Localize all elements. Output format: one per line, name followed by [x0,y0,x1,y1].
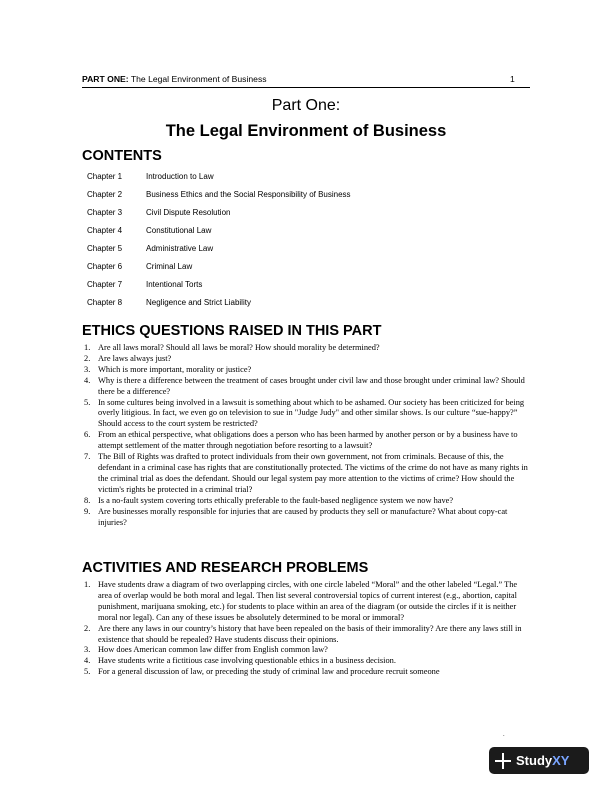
list-item [82,496,532,507]
part-title: Part One: [271,97,341,114]
plus-icon [495,753,511,769]
chapter-title: Negligence and Strict Liability [146,298,251,307]
item-text: Have students draw a diagram of two overlapping circles, with one circle labeled “Moral” and the other labeled “Legal.” The area of overlap would be both moral and legal. Then list several controversial topics of current interest (e.g., abortion, capital punishment, marijuana smoking, etc.) for students to place within an area of the diagram (or outside the circles if it is neither moral nor legal). Can any of these issues be absolutely determined to be moral or immoral? [98,580,518,622]
item-text: From an ethical perspective, what obligations does a person who has been harmed by another person or by a business have to attempt settlement of the matter through negotiation before resorting to a lawsuit? [98,430,518,451]
chapter-title: Civil Dispute Resolution [146,208,231,217]
item-number: 2. [84,353,91,363]
item-number: 7. [84,452,91,462]
item-text: Which is more important, morality or justice? [98,364,252,374]
chapter-number: Chapter 2 [87,190,123,199]
list-item [82,656,532,667]
item-number: 2. [84,623,91,633]
brand-name [516,753,569,768]
item-number: 3. [84,364,91,374]
contents-heading: CONTENTS [82,148,162,164]
list-item [82,354,532,365]
item-number: 4. [84,375,91,385]
item-number: 6. [84,430,91,440]
chapter-number: Chapter 3 [87,208,123,217]
list-item [82,398,532,431]
page-number: 1 [510,74,515,84]
list-item [82,645,532,656]
item-text: How does American common law differ from English common law? [98,645,328,655]
chapter-number: Chapter 6 [87,262,123,271]
ethics-questions-list [82,343,532,528]
chapter-title: Business Ethics and the Social Responsibility of Business [146,190,351,199]
item-number: 5. [84,667,91,677]
item-number: 1. [84,580,91,589]
list-item [82,667,532,678]
item-text: Have students write a fictitious case involving questionable ethics in a business decision. [98,656,396,666]
list-item [82,343,532,354]
list-item [82,376,532,398]
list-item [82,507,532,529]
chapter-number: Chapter 1 [87,172,123,181]
chapter-number: Chapter 7 [87,280,123,289]
footer-dot: . [503,732,505,738]
part-subtitle: The Legal Environment of Business [128,74,267,84]
studyxy-badge[interactable] [489,747,589,774]
item-text: For a general discussion of law, or preceding the study of criminal law and procedure recruit someone [98,667,440,677]
brand-suffix: XY [552,753,570,768]
item-number: 4. [84,656,91,666]
list-item [82,365,532,376]
item-text: Are laws always just? [98,353,172,363]
chapter-title: Introduction to Law [146,172,214,181]
ethics-heading: ETHICS QUESTIONS RAISED IN THIS PART [82,323,382,339]
item-text: The Bill of Rights was drafted to protect individuals from their own government, not from criminals. Because of this, the defendant in a criminal case has rights that are constitutionally protected. The victims of the crime do not have as many rights in the criminal trial as does the defendant. Should our legal system pay more attention to the victims of crime? How should the victim's rights be protected in a criminal trial? [98,452,528,494]
list-item [82,452,532,496]
chapter-title: Criminal Law [146,262,193,271]
activities-heading: ACTIVITIES AND RESEARCH PROBLEMS [82,560,369,576]
list-item [82,624,532,646]
item-text: Why is there a difference between the treatment of cases brought under civil law and those brought under criminal law? Should there be a difference? [98,375,525,396]
item-number: 8. [84,495,91,505]
running-header-title [82,74,267,84]
chapter-title: Administrative Law [146,244,214,253]
page-title: The Legal Environment of Business [165,122,447,140]
chapter-number: Chapter 5 [87,244,123,253]
chapter-title: Intentional Torts [146,280,203,289]
activities-list [82,580,532,678]
brand-prefix: Study [516,753,553,768]
chapter-title: Constitutional Law [146,226,212,235]
item-number: 3. [84,645,91,655]
chapter-number: Chapter 4 [87,226,123,235]
item-number: 1. [84,343,91,352]
item-text: Are all laws moral? Should all laws be moral? How should morality be determined? [98,343,380,352]
item-text: Are there any laws in our country’s history that have been repealed on the basis of their immorality? Are there any laws still in existence that should be repealed? Have students discuss their opinions. [98,623,522,644]
part-label: PART ONE: [82,74,129,84]
running-header [82,71,530,88]
item-text: Is a no-fault system covering torts ethically preferable to the fault-based negligence system we now have? [98,495,454,505]
item-text: In some cultures being involved in a lawsuit is something about which to be ashamed. Our society has been criticized for being overly litigious. In fact, we even go on television to sue in "Judge Judy" and other similar shows. Is our culture “sue-happy?” Should access to the court system be restricted? [98,397,525,429]
list-item [82,430,532,452]
chapter-number: Chapter 8 [87,298,123,307]
item-number: 9. [84,506,91,516]
item-text: Are businesses morally responsible for injuries that are caused by products they sell or manufacture? What about copy-cat injuries? [98,506,508,527]
list-item [82,580,532,624]
item-number: 5. [84,397,91,407]
